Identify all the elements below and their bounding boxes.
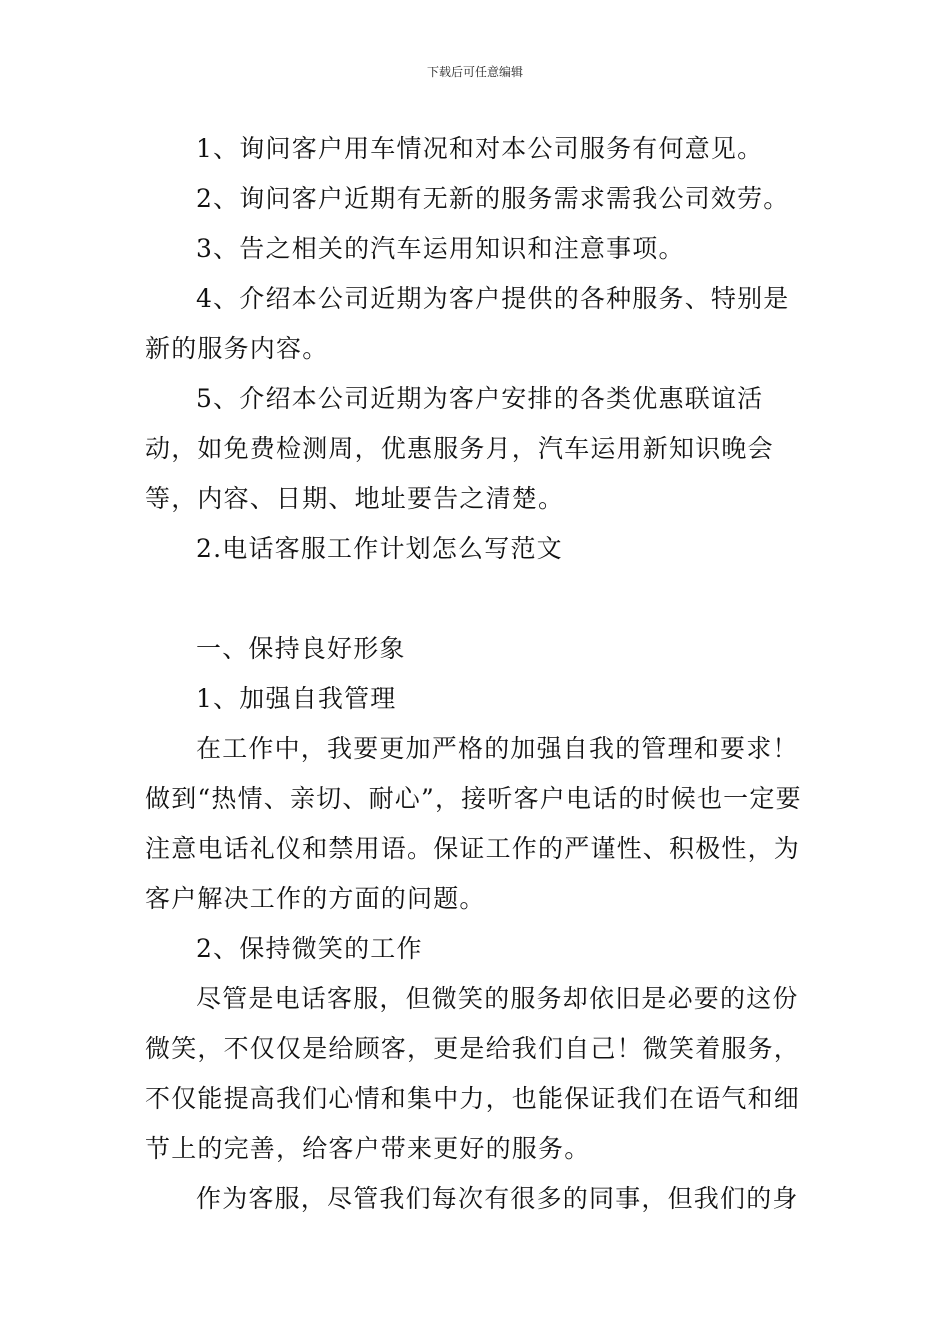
section-heading: 2.电话客服工作计划怎么写范文 — [196, 534, 563, 563]
paragraph-item-3: 3、告之相关的汽车运用知识和注意事项。 — [196, 234, 685, 263]
paragraph-item-1: 1、询问客户用车情况和对本公司服务有何意见。 — [196, 134, 764, 163]
paragraph-item-2: 2、询问客户近期有无新的服务需求需我公司效劳。 — [196, 184, 790, 213]
page-header: 下载后可任意编辑 — [426, 65, 523, 79]
section-spacer — [145, 574, 810, 624]
subheading-1: 一、保持良好形象 — [196, 634, 406, 663]
paragraph-smile-service: 尽管是电话客服，但微笑的服务却依旧是必要的这份微笑，不仅仅是给顾客，更是给我们自己！微笑着服务，不仅能提高我们心情和集中力，也能保证我们在语气和细节上的完善，给客户带来更好的服务。 — [145, 984, 801, 1163]
subheading-1-2: 2、保持微笑的工作 — [196, 934, 423, 963]
paragraph-self-management: 在工作中，我要更加严格的加强自我的管理和要求！做到“热情、亲切、耐心”，接听客户电话的时候也一定要注意电话礼仪和禁用语。保证工作的严谨性、积极性，为客户解决工作的方面的问题。 — [145, 734, 802, 913]
paragraph-item-5: 5、介绍本公司近期为客户安排的各类优惠联谊活动，如免费检测周，优惠服务月，汽车运用新知识晚会等，内容、日期、地址要告之清楚。 — [145, 384, 774, 513]
subheading-1-1: 1、加强自我管理 — [196, 684, 397, 713]
paragraph-colleagues: 作为客服，尽管我们每次有很多的同事，但我们的身 — [196, 1184, 799, 1213]
paragraph-item-4: 4、介绍本公司近期为客户提供的各种服务、特别是新的服务内容。 — [145, 284, 790, 363]
document-body — [145, 124, 810, 1224]
